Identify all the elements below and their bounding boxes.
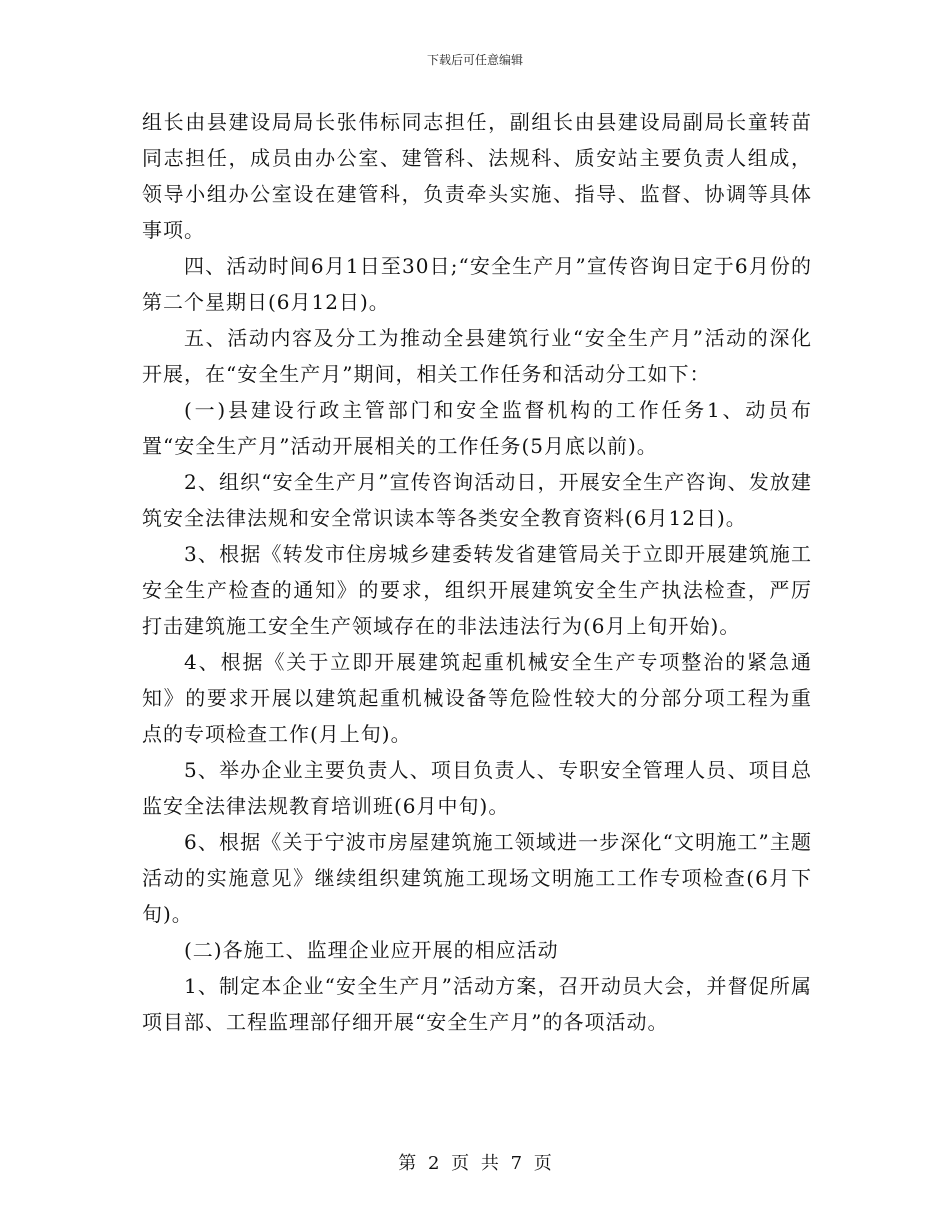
paragraph-1: 组长由县建设局局长张伟标同志担任，副组长由县建设局副局长童转苗同志担任，成员由办公室、建管科、法规科、质安站主要负责人组成，领导小组办公室设在建管科，负责牵头实施、指导、监督、协调等具体事项。: [142, 110, 812, 242]
paragraph-8: 5、举办企业主要负责人、项目负责人、专职安全管理人员、项目总监安全法律法规教育培训班(6月中旬)。: [142, 758, 812, 818]
page-number: 第 2 页 共 7 页: [398, 1153, 552, 1174]
page-header: 下载后可任意编辑: [426, 53, 523, 67]
paragraph-10: (二)各施工、监理企业应开展的相应活动: [184, 938, 559, 962]
paragraph-4: (一)县建设行政主管部门和安全监督机构的工作任务1、动员布置“安全生产月”活动开展相关的工作任务(5月底以前)。: [142, 398, 812, 458]
paragraph-11: 1、制定本企业“安全生产月”活动方案，召开动员大会，并督促所属项目部、工程监理部仔细开展“安全生产月”的各项活动。: [142, 974, 812, 1034]
document-body: [142, 104, 812, 1040]
paragraph-9: 6、根据《关于宁波市房屋建筑施工领域进一步深化“文明施工”主题活动的实施意见》继续组织建筑施工现场文明施工工作专项检查(6月下旬)。: [142, 830, 812, 926]
paragraph-5: 2、组织“安全生产月”宣传咨询活动日，开展安全生产咨询、发放建筑安全法律法规和安全常识读本等各类安全教育资料(6月12日)。: [142, 470, 812, 530]
paragraph-7: 4、根据《关于立即开展建筑起重机械安全生产专项整治的紧急通知》的要求开展以建筑起重机械设备等危险性较大的分部分项工程为重点的专项检查工作(月上旬)。: [142, 650, 812, 746]
paragraph-2: 四、活动时间6月1日至30日;“安全生产月”宣传咨询日定于6月份的第二个星期日(6月12日)。: [142, 254, 812, 314]
paragraph-3: 五、活动内容及分工为推动全县建筑行业“安全生产月”活动的深化开展，在“安全生产月”期间，相关工作任务和活动分工如下：: [142, 326, 812, 386]
paragraph-6: 3、根据《转发市住房城乡建委转发省建管局关于立即开展建筑施工安全生产检查的通知》的要求，组织开展建筑安全生产执法检查，严厉打击建筑施工安全生产领域存在的非法违法行为(6月上旬开始)。: [142, 542, 812, 638]
